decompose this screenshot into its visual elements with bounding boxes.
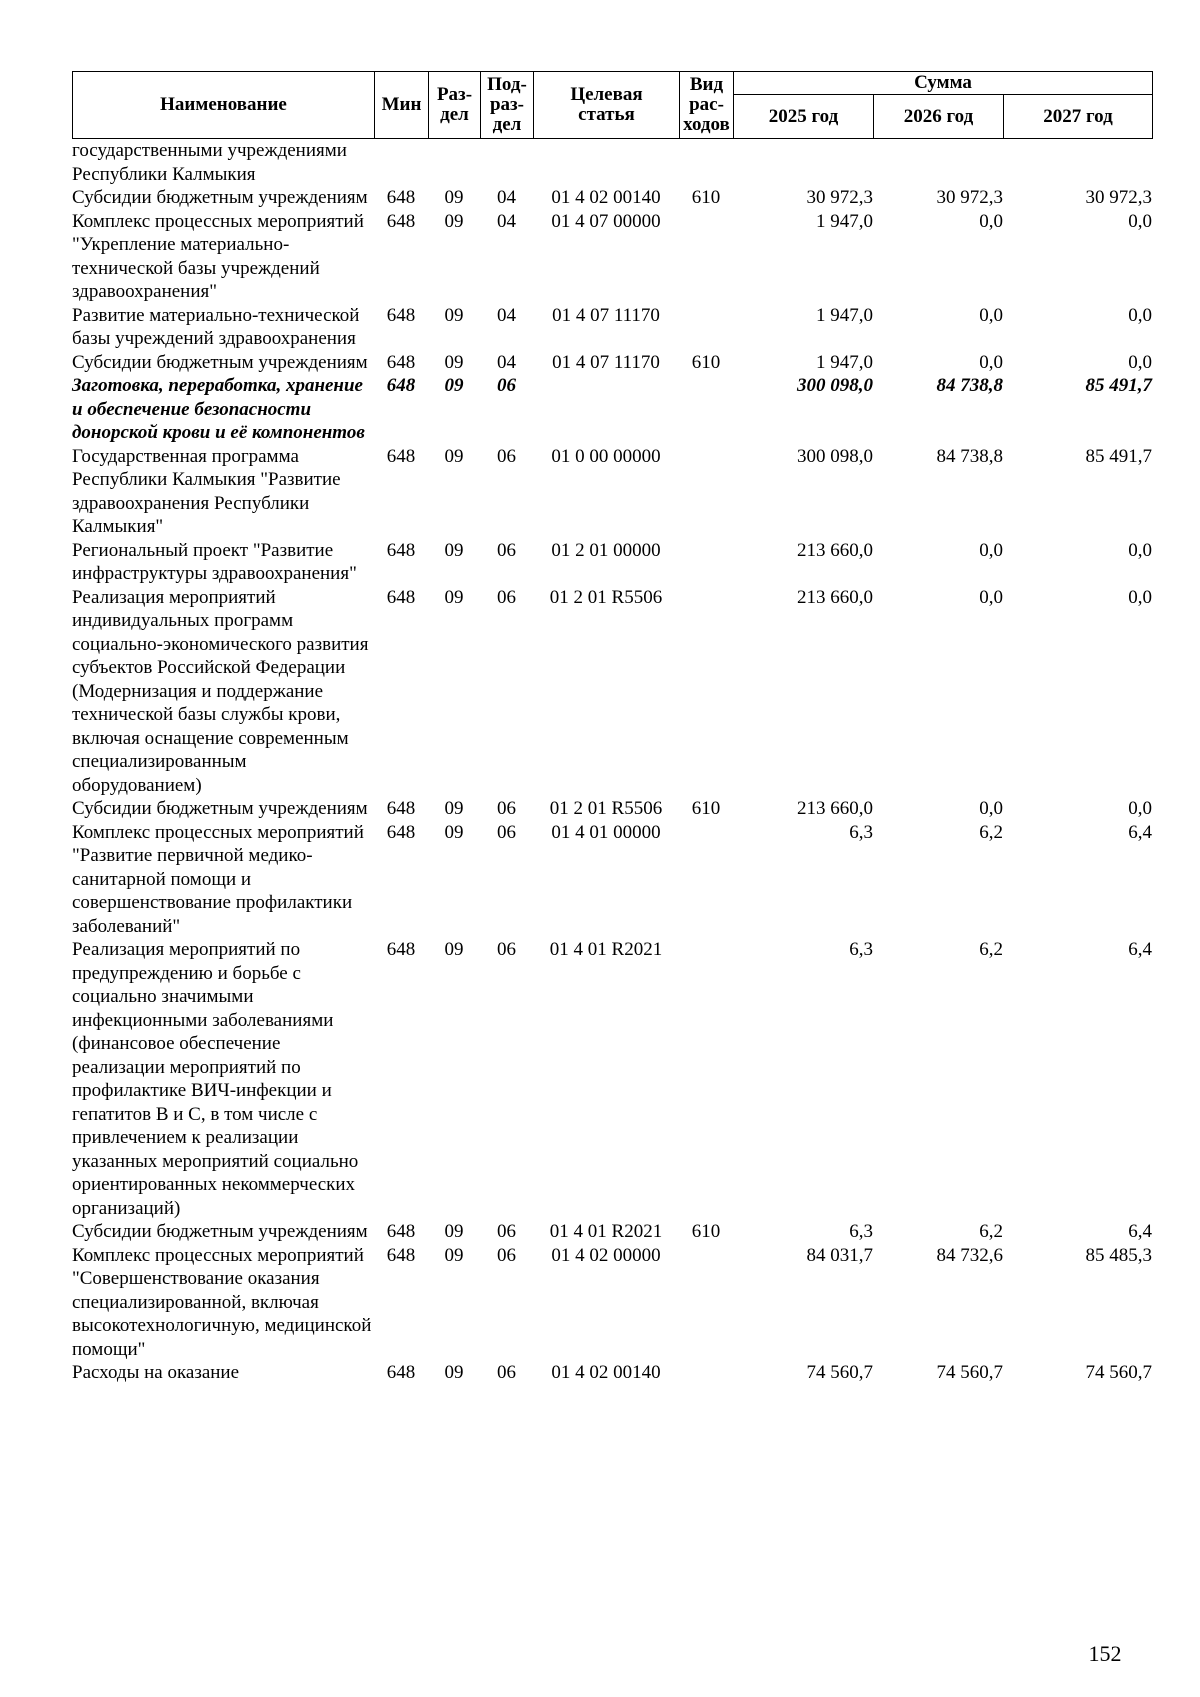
row-2027-cell: 85 485,3 xyxy=(1085,1244,1152,1266)
table-row xyxy=(72,797,1152,821)
row-min-cell: 648 xyxy=(386,445,416,467)
row-2025-cell: 213 660,0 xyxy=(797,798,873,819)
row-name-cell: Субсидии бюджетным учреждениям xyxy=(72,187,368,208)
document-page xyxy=(72,71,1152,1385)
row-celevaya-cell: 01 2 01 R5506 xyxy=(549,586,663,608)
table-row xyxy=(72,539,1152,586)
row-2025-cell: 1 947,0 xyxy=(816,210,873,232)
row-2027-cell: 85 491,7 xyxy=(1085,375,1152,396)
row-min-cell: 648 xyxy=(386,210,416,232)
row-2025-cell: 1 947,0 xyxy=(816,351,873,373)
row-2026-cell: 0,0 xyxy=(979,304,1003,326)
row-podrazdel-cell: 06 xyxy=(497,1362,516,1383)
row-name-cell: Реализация мероприятий индивидуальных программ социально-экономического развития субъектов Российской Федерации (Модернизация и поддержание технической базы службы крови, включая оснащение современным специализированным оборудованием) xyxy=(72,586,369,796)
header-2026: 2026 год xyxy=(874,95,1004,139)
row-min-cell: 648 xyxy=(386,939,416,960)
row-2027-cell: 0,0 xyxy=(1128,304,1152,326)
row-name-cell: Государственная программа Республики Калмыкия "Развитие здравоохранения Республики Калмыкия" xyxy=(72,445,341,537)
row-podrazdel-cell: 06 xyxy=(497,1244,516,1266)
row-name-cell: Комплекс процессных мероприятий "Совершенствование оказания специализированной, включая высокотехнологичную, медицинской помощи" xyxy=(72,1244,372,1360)
row-2025-cell: 30 972,3 xyxy=(806,187,873,208)
row-razdel-cell: 09 xyxy=(444,1362,464,1383)
row-min-cell: 648 xyxy=(386,821,416,843)
row-min-cell: 648 xyxy=(386,351,416,373)
budget-table xyxy=(72,139,1152,1385)
row-2025-cell: 74 560,7 xyxy=(806,1362,873,1383)
table-row xyxy=(72,374,1152,445)
row-min-cell: 648 xyxy=(386,539,416,561)
row-2027-cell: 85 491,7 xyxy=(1085,445,1152,467)
header-2027: 2027 год xyxy=(1004,95,1153,139)
row-2027-cell: 0,0 xyxy=(1128,210,1152,232)
row-name-cell: Реализация мероприятий по предупреждению и борьбе с социально значимыми инфекционными заболеваниями (финансовое обеспечение реализации мероприятий по профилактике ВИЧ-инфекции и гепатитов В и С, в том числе с привлечением к реализации указанных мероприятий социально ориентированных некоммерческих организаций) xyxy=(72,939,359,1219)
row-2026-cell: 6,2 xyxy=(979,939,1003,960)
row-2026-cell: 0,0 xyxy=(979,351,1003,373)
row-2026-cell: 84 732,6 xyxy=(936,1244,1003,1266)
row-celevaya-cell xyxy=(533,374,679,445)
row-celevaya-cell: 01 4 02 00140 xyxy=(551,187,661,208)
table-row xyxy=(72,938,1152,1220)
table-row xyxy=(72,821,1152,939)
row-razdel-cell: 09 xyxy=(444,445,464,467)
header-min: Мин xyxy=(375,72,429,139)
table-row xyxy=(72,1244,1152,1362)
row-2027-cell xyxy=(1003,139,1152,186)
row-2025-cell: 1 947,0 xyxy=(816,304,873,326)
header-name: Наименование xyxy=(73,72,375,139)
row-min-cell xyxy=(374,139,428,186)
row-vid-cell xyxy=(679,1361,733,1385)
row-celevaya-cell: 01 4 07 00000 xyxy=(551,210,661,232)
table-row xyxy=(72,445,1152,539)
row-min-cell: 648 xyxy=(386,1244,416,1266)
row-celevaya-cell xyxy=(533,139,679,186)
row-celevaya-cell: 01 4 01 R2021 xyxy=(549,939,663,960)
row-min-cell: 648 xyxy=(386,798,416,819)
row-razdel-cell: 09 xyxy=(444,304,464,326)
row-2026-cell: 30 972,3 xyxy=(936,187,1003,208)
row-vid-cell xyxy=(679,304,733,351)
row-vid-cell xyxy=(679,445,733,539)
row-min-cell: 648 xyxy=(386,304,416,326)
row-razdel-cell: 09 xyxy=(444,821,464,843)
table-row xyxy=(72,210,1152,304)
row-podrazdel-cell: 06 xyxy=(497,375,516,396)
row-razdel-cell: 09 xyxy=(444,1221,464,1242)
row-2026-cell xyxy=(873,139,1003,186)
row-2027-cell: 0,0 xyxy=(1128,351,1152,373)
row-name-cell: Субсидии бюджетным учреждениям xyxy=(72,1221,368,1242)
row-celevaya-cell: 01 2 01 R5506 xyxy=(549,798,663,819)
row-vid-cell xyxy=(679,210,733,304)
row-razdel-cell: 09 xyxy=(444,1244,464,1266)
row-2025-cell: 6,3 xyxy=(849,821,873,843)
row-vid-cell xyxy=(679,539,733,586)
row-celevaya-cell: 01 0 00 00000 xyxy=(551,445,661,467)
row-razdel-cell: 09 xyxy=(444,939,464,960)
row-2025-cell xyxy=(733,139,873,186)
row-2025-cell: 300 098,0 xyxy=(797,375,873,396)
row-2027-cell: 6,4 xyxy=(1128,939,1152,960)
row-razdel-cell xyxy=(428,139,480,186)
row-2026-cell: 84 738,8 xyxy=(936,375,1003,396)
row-2027-cell: 0,0 xyxy=(1128,798,1152,819)
row-min-cell: 648 xyxy=(386,586,416,608)
table-row xyxy=(72,1220,1152,1244)
row-2026-cell: 0,0 xyxy=(979,798,1003,819)
row-2026-cell: 6,2 xyxy=(979,1221,1003,1242)
row-razdel-cell: 09 xyxy=(444,539,464,561)
row-razdel-cell: 09 xyxy=(444,586,464,608)
row-name-cell: Субсидии бюджетным учреждениям xyxy=(72,351,368,373)
row-2027-cell: 6,4 xyxy=(1128,821,1152,843)
row-podrazdel-cell: 06 xyxy=(497,939,516,960)
row-podrazdel-cell: 04 xyxy=(497,304,516,326)
row-podrazdel-cell: 06 xyxy=(497,586,516,608)
row-vid-cell: 610 xyxy=(691,1221,721,1242)
row-vid-cell xyxy=(679,586,733,798)
row-podrazdel-cell: 06 xyxy=(497,798,516,819)
row-2027-cell: 0,0 xyxy=(1128,539,1152,561)
row-2027-cell: 6,4 xyxy=(1128,1221,1152,1242)
table-row xyxy=(72,1361,1152,1385)
header-summa: Сумма xyxy=(734,72,1153,95)
row-name-cell: Субсидии бюджетным учреждениям xyxy=(72,798,368,819)
row-name-cell: Заготовка, переработка, хранение и обеспечение безопасности донорской крови и её компонентов xyxy=(72,375,365,443)
row-podrazdel-cell: 06 xyxy=(497,445,516,467)
row-vid-cell xyxy=(679,1244,733,1362)
row-2025-cell: 6,3 xyxy=(849,1221,873,1242)
row-vid-cell xyxy=(679,374,733,445)
row-min-cell: 648 xyxy=(386,1362,416,1383)
page-number: 152 xyxy=(1088,1641,1122,1666)
row-name-cell: Развитие материально-технической базы учреждений здравоохранения xyxy=(72,304,360,349)
row-2026-cell: 6,2 xyxy=(979,821,1003,843)
row-razdel-cell: 09 xyxy=(444,351,464,373)
row-celevaya-cell: 01 4 07 11170 xyxy=(552,304,660,326)
row-vid-cell: 610 xyxy=(691,798,721,819)
row-2025-cell: 213 660,0 xyxy=(797,539,873,561)
row-min-cell: 648 xyxy=(386,375,416,396)
row-name-cell: Региональный проект "Развитие инфраструктуры здравоохранения" xyxy=(72,539,357,584)
row-vid-cell xyxy=(679,821,733,939)
header-razdel: Раз- дел xyxy=(429,72,481,139)
row-celevaya-cell: 01 4 02 00000 xyxy=(551,1244,661,1266)
row-2027-cell: 0,0 xyxy=(1128,586,1152,608)
row-2027-cell: 30 972,3 xyxy=(1085,187,1152,208)
header-vid-rashodov: Вид рас- ходов xyxy=(680,72,734,139)
row-razdel-cell: 09 xyxy=(444,210,464,232)
row-name-cell: Комплекс процессных мероприятий "Укрепление материально-технической базы учреждений здравоохранения" xyxy=(72,210,364,302)
row-podrazdel-cell xyxy=(480,139,533,186)
row-name-cell: государственными учреждениями Республики Калмыкия xyxy=(72,140,347,185)
row-podrazdel-cell: 06 xyxy=(497,821,516,843)
row-2026-cell: 84 738,8 xyxy=(936,445,1003,467)
row-2026-cell: 0,0 xyxy=(979,210,1003,232)
header-podrazdel: Под- раз- дел xyxy=(481,72,534,139)
row-2025-cell: 300 098,0 xyxy=(797,445,873,467)
header-celevaya-statya: Целевая статья xyxy=(534,72,680,139)
row-2027-cell: 74 560,7 xyxy=(1085,1362,1152,1383)
row-vid-cell: 610 xyxy=(691,187,721,208)
row-2025-cell: 213 660,0 xyxy=(797,586,873,608)
table-row xyxy=(72,351,1152,375)
row-vid-cell xyxy=(679,938,733,1220)
row-vid-cell xyxy=(679,139,733,186)
row-2026-cell: 0,0 xyxy=(979,539,1003,561)
row-celevaya-cell: 01 4 02 00140 xyxy=(551,1362,661,1383)
row-min-cell: 648 xyxy=(386,1221,416,1242)
table-row xyxy=(72,186,1152,210)
row-podrazdel-cell: 06 xyxy=(497,539,516,561)
row-vid-cell: 610 xyxy=(691,351,721,373)
row-podrazdel-cell: 04 xyxy=(497,210,516,232)
row-2026-cell: 0,0 xyxy=(979,586,1003,608)
row-celevaya-cell: 01 4 01 00000 xyxy=(551,821,661,843)
row-podrazdel-cell: 04 xyxy=(497,351,516,373)
row-min-cell: 648 xyxy=(386,187,416,208)
row-razdel-cell: 09 xyxy=(444,187,464,208)
row-razdel-cell: 09 xyxy=(444,798,464,819)
table-row xyxy=(72,139,1152,186)
row-2025-cell: 6,3 xyxy=(849,939,873,960)
row-name-cell: Комплекс процессных мероприятий "Развитие первичной медико-санитарной помощи и совершенствование профилактики заболеваний" xyxy=(72,821,364,937)
table-header xyxy=(72,71,1153,139)
row-2026-cell: 74 560,7 xyxy=(936,1362,1003,1383)
table-row xyxy=(72,586,1152,798)
row-celevaya-cell: 01 2 01 00000 xyxy=(551,539,661,561)
row-celevaya-cell: 01 4 01 R2021 xyxy=(549,1221,663,1242)
row-name-cell: Расходы на оказание xyxy=(72,1362,240,1383)
row-celevaya-cell: 01 4 07 11170 xyxy=(552,351,660,373)
row-podrazdel-cell: 04 xyxy=(497,187,516,208)
table-row xyxy=(72,304,1152,351)
row-podrazdel-cell: 06 xyxy=(497,1221,516,1242)
header-2025: 2025 год xyxy=(734,95,874,139)
row-razdel-cell: 09 xyxy=(444,375,464,396)
row-2025-cell: 84 031,7 xyxy=(806,1244,873,1266)
